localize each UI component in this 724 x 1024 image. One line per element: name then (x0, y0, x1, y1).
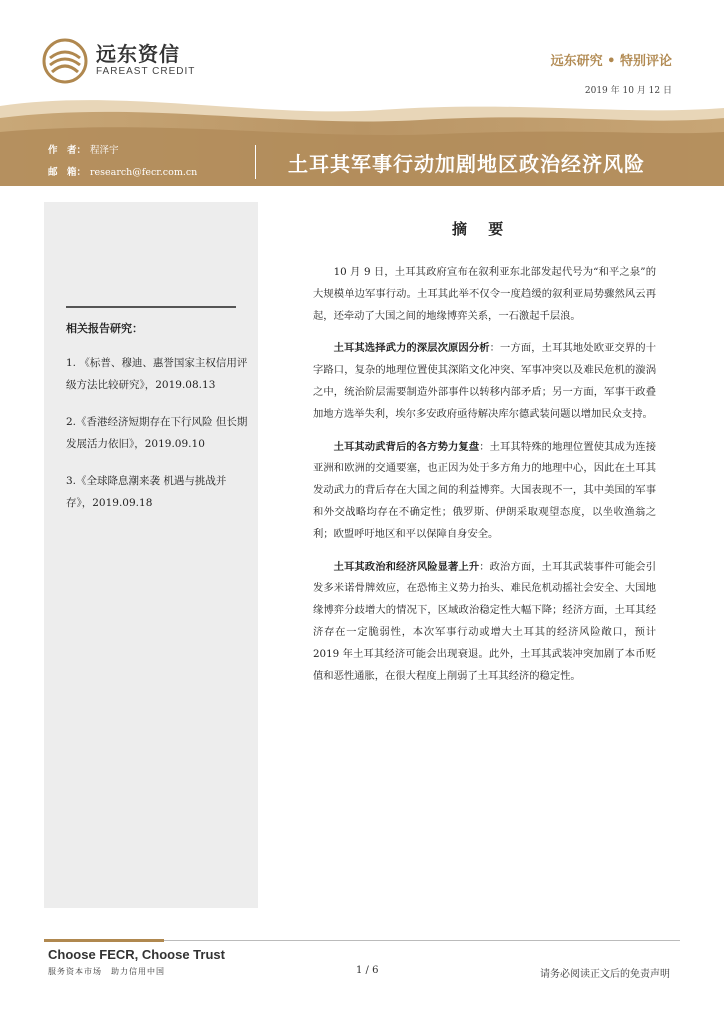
related-reports-list (66, 352, 248, 529)
abstract-heading: 摘 要 (452, 220, 512, 238)
abstract-body (313, 262, 656, 698)
sidebar-divider (66, 306, 236, 308)
related-report-item[interactable]: 3.《全球降息潮来袭 机遇与挑战并存》，2019.09.18 (66, 475, 227, 509)
paragraph-lead: 土耳其动武背后的各方势力复盘 (333, 440, 480, 453)
abstract-paragraph-powers (313, 437, 656, 546)
company-logo (42, 38, 195, 84)
related-reports-heading: 相关报告研究： (66, 322, 143, 335)
report-series: 远东研究 • 特别评论 (550, 54, 672, 69)
fecr-logo-icon (42, 38, 88, 84)
logo-chinese-name: 远东资信 (96, 42, 180, 66)
logo-english-name: FAREAST CREDIT (96, 66, 196, 77)
abstract-paragraph-causes (313, 338, 656, 425)
author-label: 作 者： (48, 145, 87, 156)
page-number: 1 / 6 (356, 965, 379, 976)
report-title: 土耳其军事行动加剧地区政治经济风险 (288, 152, 645, 176)
footer-slogan: Choose FECR, Choose Trust (48, 947, 225, 962)
paragraph-lead: 土耳其政治和经济风险显著上升 (333, 560, 480, 573)
paragraph-text: ：政治方面，土耳其武装事件可能会引发多米诺骨牌效应，在恐怖主义势力抬头、难民危机动摇社会安全、大国地缘博弈分歧增大的情况下，区域政治稳定性大幅下降；经济方面，土耳其经济存在一定脆弱性，本次军事行动或增大土耳其的经济风险敞口，预计 2019 年土耳其经济可能会出现衰退。此外，土耳其武装冲突加剧了本币贬值和恶性通胀，在很大程度上削弱了土耳其经济的稳定性。 (313, 560, 657, 682)
paragraph-text: ：一方面，土耳其地处欧亚交界的十字路口，复杂的地理位置使其深陷文化冲突、军事冲突以及难民危机的漩涡之中，统治阶层需要制造外部事件以转移内部矛盾；另一方面，军事干政叠加地方选举失利，埃尔多安政府亟待解决库尔德武装问题以增加民众支持。 (313, 342, 657, 420)
publish-date: 2019 年 10 月 12 日 (584, 86, 672, 96)
header-divider (255, 145, 256, 179)
related-report-item[interactable]: 1. 《标普、穆迪、惠誉国家主权信用评级方法比较研究》，2019.08.13 (66, 357, 248, 391)
paragraph-text: ：土耳其特殊的地理位置使其成为连接亚洲和欧洲的交通要塞，也正因为处于多方角力的地理中心，因此在土耳其发动武力的背后存在大国之间的利益博弈。大国表现不一，其中美国的军事和外交战略均存在不确定性；俄罗斯、伊朗采取观望态度，以坐收渔翁之利；欧盟呼吁地区和平以保障自身安全。 (313, 440, 657, 540)
related-report-item[interactable]: 2.《香港经济短期存在下行风险 但长期发展活力依旧》，2019.09.10 (66, 416, 248, 450)
author-email[interactable]: research@fecr.com.cn (90, 167, 198, 178)
email-label: 邮 箱： (48, 167, 87, 178)
abstract-paragraph-intro: 10 月 9 日，土耳其政府宣布在叙利亚东北部发起代号为“和平之泉”的大规模单边军事行动。土耳其此举不仅令一度趋缓的叙利亚局势骤然风云再起，还牵动了大国之间的地缘博弈关系，一石激起千层浪。 (313, 266, 656, 322)
footer-slogan-sub: 服务资本市场 助力信用中国 (48, 967, 165, 976)
footer-disclaimer[interactable]: 请务必阅读正文后的免责声明 (540, 969, 670, 980)
author-name: 程泽宇 (90, 145, 119, 156)
paragraph-lead: 土耳其选择武力的深层次原因分析 (333, 342, 490, 355)
sidebar (44, 202, 258, 908)
author-info (48, 140, 197, 184)
footer-accent-bar (44, 939, 164, 942)
abstract-paragraph-risks (313, 557, 656, 688)
